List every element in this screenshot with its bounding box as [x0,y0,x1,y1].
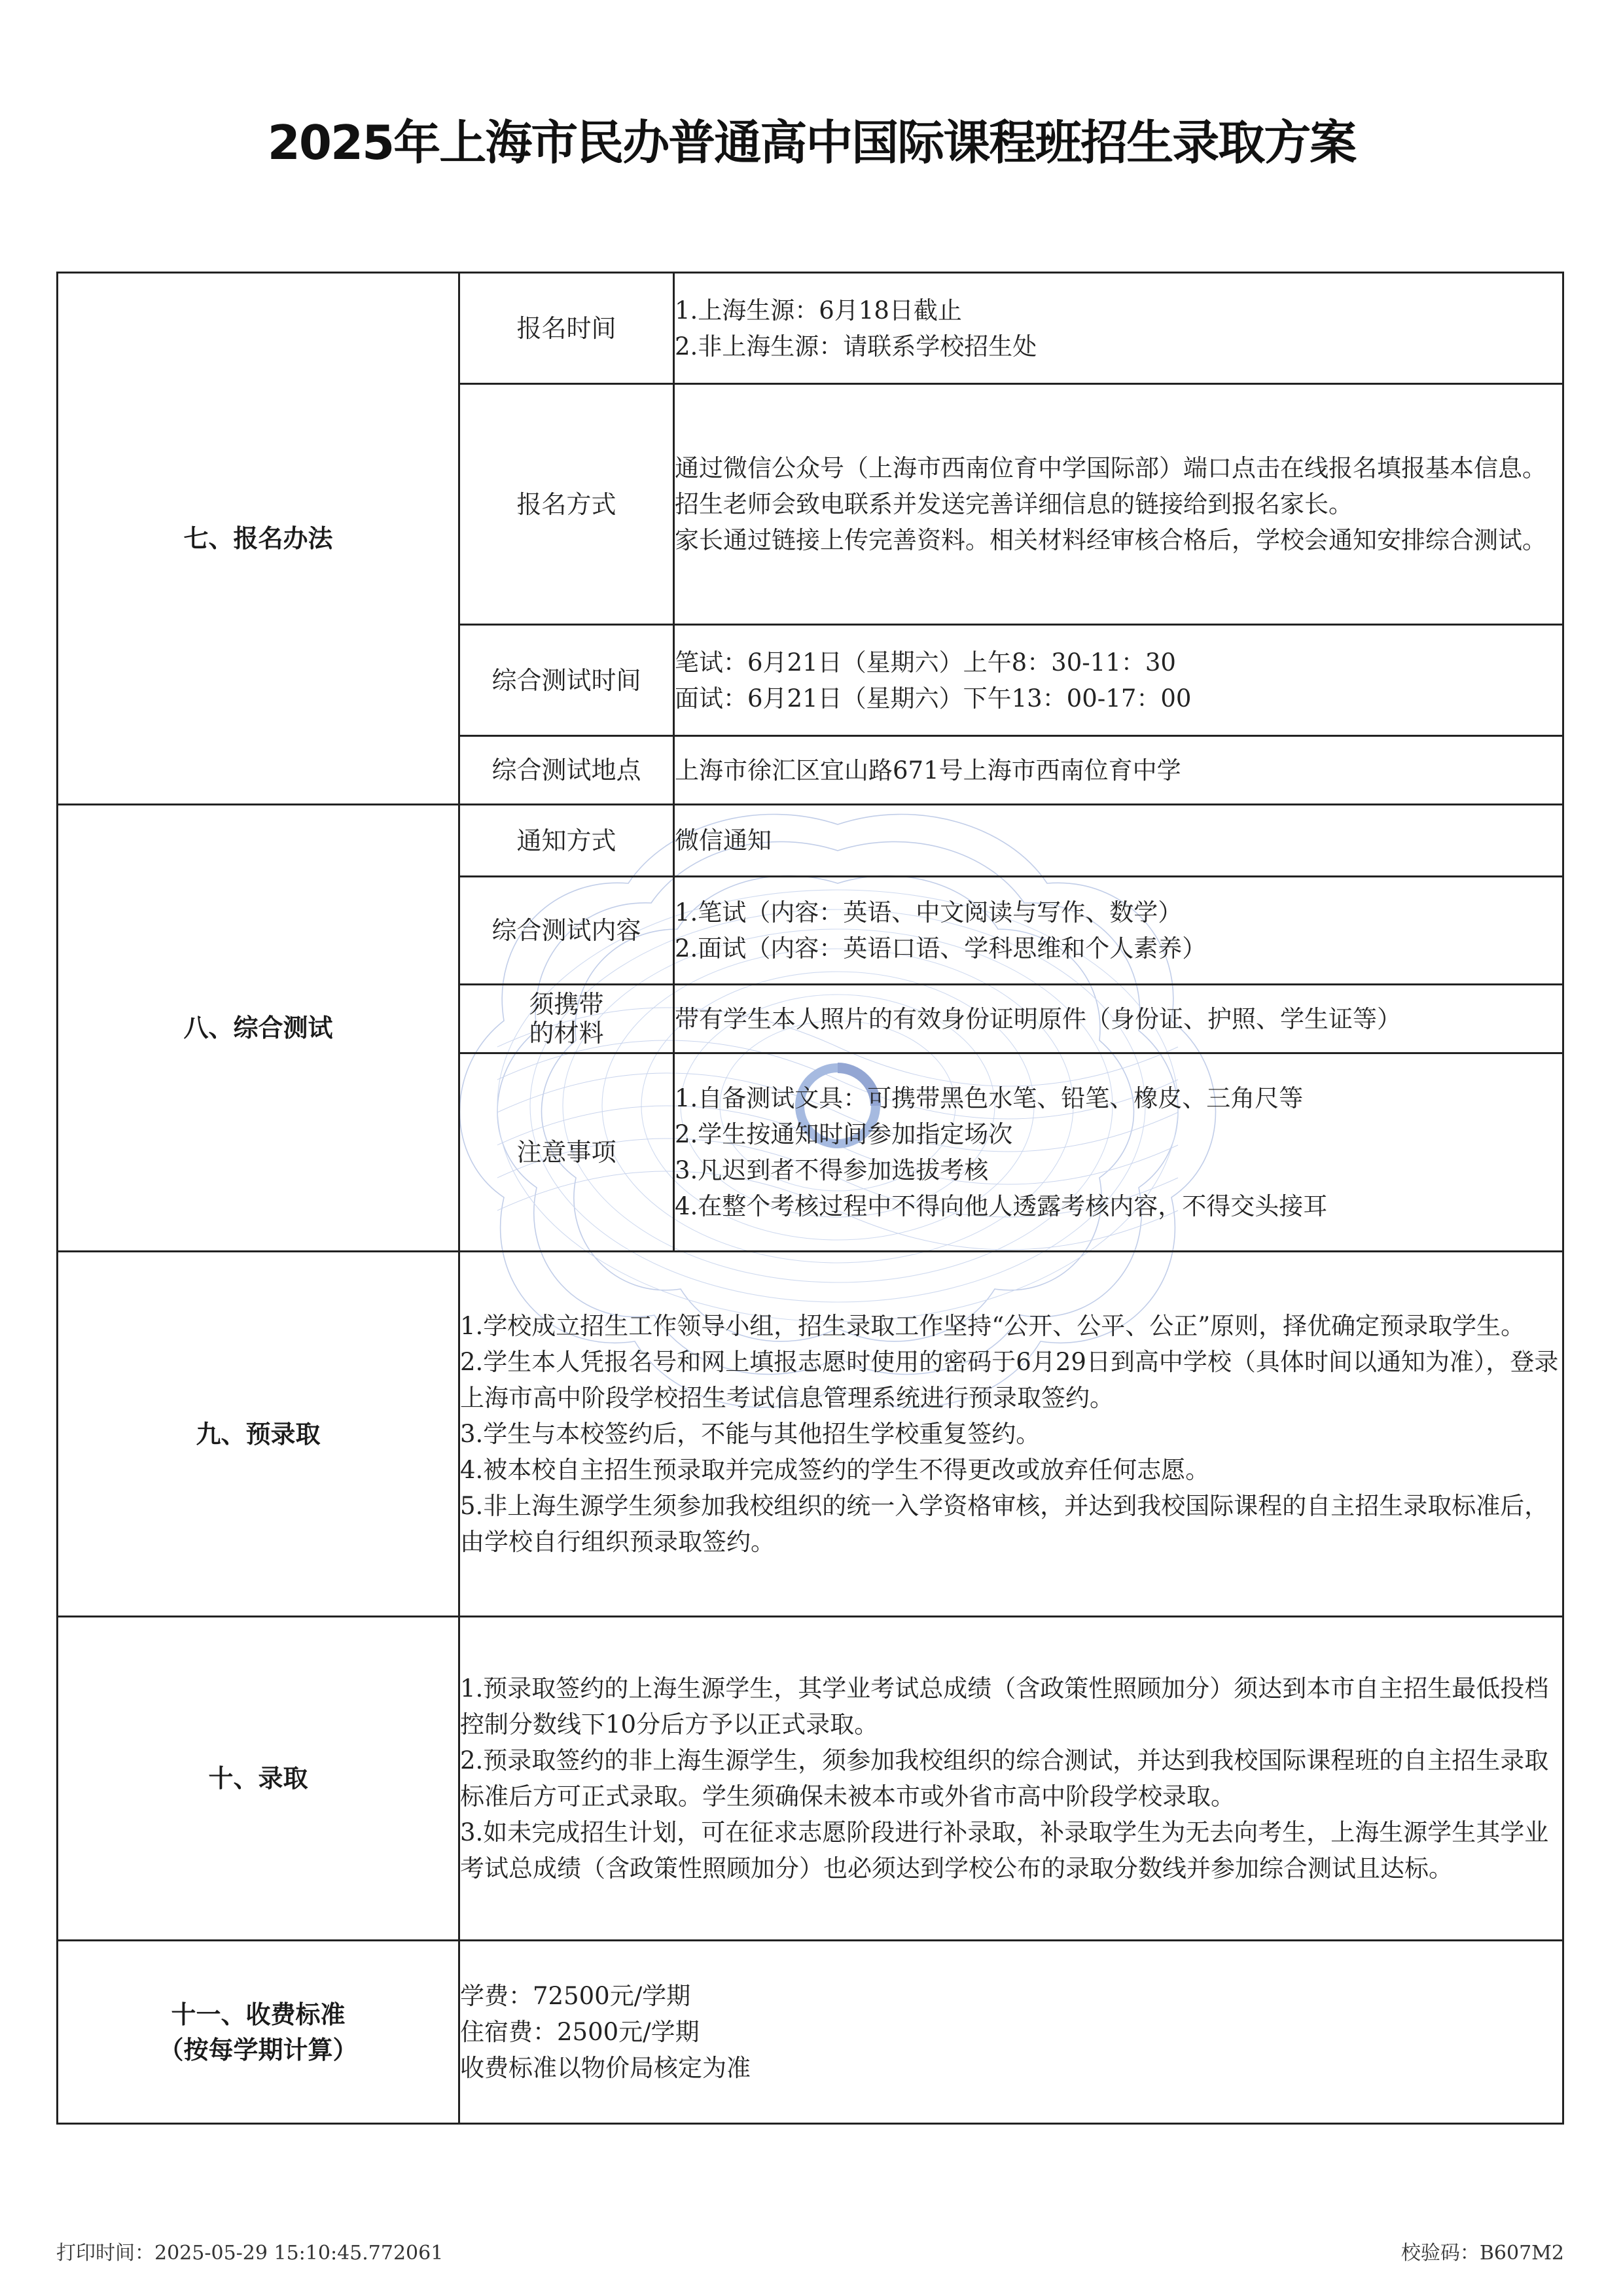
row-label: 通知方式 [459,805,674,877]
body-line: 2.学生本人凭报名号和网上填报志愿时使用的密码于6月29日到高中学校（具体时间以通知为准），登录上海市高中阶段学校招生考试信息管理系统进行预录取签约。 [460,1348,1559,1412]
body-line: 5.非上海生源学生须参加我校组织的统一入学资格审核，并达到我校国际课程的自主招生录取标准后，由学校自行组织预录取签约。 [460,1492,1549,1556]
row-label [459,985,674,1053]
label-line: 须携带 [529,990,604,1019]
table-row [58,273,1563,384]
row-value [674,384,1563,625]
value-line: 2.学生按通知时间参加指定场次 [675,1120,1013,1148]
page-title: 2025年上海市民办普通高中国际课程班招生录取方案 [267,115,1356,170]
value-line: 通过微信公众号（上海市西南位育中学国际部）端口点击在线报名填报基本信息。 [675,454,1546,482]
body-line: 1.学校成立招生工作领导小组，招生录取工作坚持“公开、公平、公正”原则，择优确定预录取学生。 [460,1312,1525,1340]
table-row [58,805,1563,877]
value-line: 笔试：6月21日（星期六）上午8：30-11：30 [675,648,1176,677]
value-line: 1.笔试（内容：英语、中文阅读与写作、数学） [675,898,1183,927]
value-line: 1.自备测试文具：可携带黑色水笔、铅笔、橡皮、三角尺等 [675,1084,1304,1112]
section-heading: 八、综合测试 [58,805,459,1252]
heading-line: （按每学期计算） [158,2035,358,2064]
row-label: 综合测试时间 [459,625,674,736]
value-line: 3.凡迟到者不得参加选拔考核 [675,1156,989,1184]
heading-line: 十一、收费标准 [171,2000,346,2029]
row-label: 综合测试地点 [459,736,674,805]
body-line: 3.学生与本校签约后，不能与其他招生学校重复签约。 [460,1420,1041,1448]
row-label: 注意事项 [459,1053,674,1252]
table-row [58,1941,1563,2124]
value-line: 面试：6月21日（星期六）下午13：00-17：00 [675,684,1192,713]
section-heading [58,1941,459,2124]
value-line: 家长通过链接上传完善资料。相关材料经审核合格后，学校会通知安排综合测试。 [675,526,1546,554]
row-value: 微信通知 [674,805,1563,877]
body-line: 1.预录取签约的上海生源学生，其学业考试总成绩（含政策性照顾加分）须达到本市自主招生最低投档控制分数线下10分后方予以正式录取。 [460,1674,1549,1739]
section-heading: 七、报名办法 [58,273,459,805]
print-time: 打印时间：2025-05-29 15:10:45.772061 [56,2242,444,2265]
row-label: 综合测试内容 [459,877,674,985]
body-line: 4.被本校自主招生预录取并完成签约的学生不得更改或放弃任何志愿。 [460,1456,1210,1484]
row-value: 带有学生本人照片的有效身份证明原件（身份证、护照、学生证等） [674,985,1563,1053]
row-value [674,625,1563,736]
checksum: 校验码：B607M2 [1400,2242,1564,2265]
admission-plan-table [56,272,1564,2125]
label-line: 的材料 [529,1019,604,1048]
table-row [58,1617,1563,1941]
section-body [459,1252,1563,1617]
value-line: 招生老师会致电联系并发送完善详细信息的链接给到报名家长。 [675,490,1353,518]
row-value [674,1053,1563,1252]
row-value: 上海市徐汇区宜山路671号上海市西南位育中学 [674,736,1563,805]
value-line: 4.在整个考核过程中不得向他人透露考核内容，不得交头接耳 [675,1192,1328,1220]
body-line: 学费：72500元/学期 [460,1982,691,2010]
value-line: 2.非上海生源：请联系学校招生处 [675,332,1037,361]
row-label: 报名时间 [459,273,674,384]
body-line: 2.预录取签约的非上海生源学生，须参加我校组织的综合测试，并达到我校国际课程班的自主招生录取标准后方可正式录取。学生须确保未被本市或外省市高中阶段学校录取。 [460,1746,1549,1810]
section-heading: 九、预录取 [58,1252,459,1617]
body-line: 3.如未完成招生计划，可在征求志愿阶段进行补录取，补录取学生为无去向考生，上海生源学生其学业考试总成绩（含政策性照顾加分）也必须达到学校公布的录取分数线并参加综合测试且达标。 [460,1818,1549,1882]
section-body [459,1617,1563,1941]
row-value [674,877,1563,985]
table-row [58,1252,1563,1617]
row-value [674,273,1563,384]
body-line: 收费标准以物价局核定为准 [460,2054,751,2082]
value-line: 1.上海生源：6月18日截止 [675,296,962,325]
value-line: 2.面试（内容：英语口语、学科思维和个人素养） [675,934,1207,963]
section-body [459,1941,1563,2124]
row-label: 报名方式 [459,384,674,625]
body-line: 住宿费：2500元/学期 [460,2018,700,2046]
section-heading: 十、录取 [58,1617,459,1941]
